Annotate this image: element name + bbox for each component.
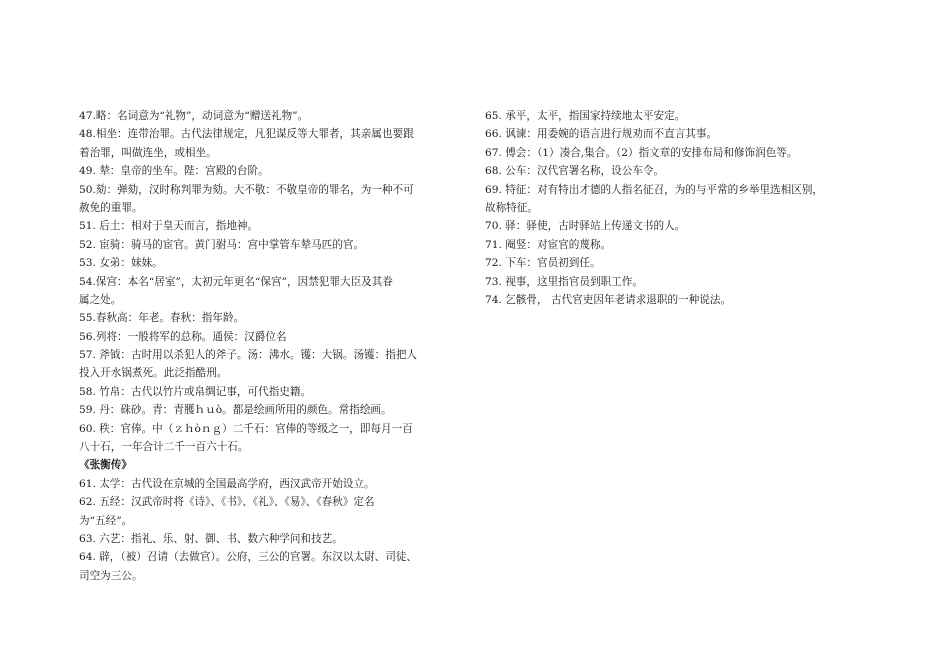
note-line-54-cont: 属之处。 xyxy=(79,293,122,306)
right-column xyxy=(485,107,883,309)
note-line-48-cont: 着治罪，叫做连坐，或相坐。 xyxy=(79,146,217,159)
left-column xyxy=(79,107,472,585)
note-line-61: 61. 太学：古代设在京城的全国最高学府，西汉武帝开始设立。 xyxy=(79,477,375,490)
note-line-54: 54.保宫：本名“居室”，太初元年更名“保宫”，因禁犯罪大臣及其眷 xyxy=(79,275,393,288)
note-line-58: 58. 竹帛：古代以竹片或帛绸记事，可代指史籍。 xyxy=(79,385,312,398)
note-line-68: 68. 公车：汉代官署名称，设公车令。 xyxy=(485,165,665,178)
note-line-50: 50.劾：弹劾，汉时称判罪为劾。大不敬：不敬皇帝的罪名，为一种不可 xyxy=(79,183,414,196)
note-line-49: 49. 辇：皇帝的坐车。陛：宫殿的台阶。 xyxy=(79,165,269,178)
note-line-52: 52. 宦骑：骑马的宦官。黄门驸马：宫中掌管车辇马匹的官。 xyxy=(79,238,365,251)
note-line-55: 55.春秋高：年老。春秋：指年龄。 xyxy=(79,312,245,325)
note-line-72: 72. 下车：官员初到任。 xyxy=(485,257,601,270)
note-line-64-cont: 司空为三公。 xyxy=(79,569,143,582)
note-line-56: 56.列将：一般将军的总称。通侯：汉爵位名 xyxy=(79,330,287,343)
note-line-57: 57. 斧钺：古时用以杀犯人的斧子。汤：沸水。镬：大锅。汤镬：指把人 xyxy=(79,349,418,362)
note-line-71: 71. 阉竖：对宦官的蔑称。 xyxy=(485,238,612,251)
note-line-48: 48.相坐：连带治罪。古代法律规定，凡犯谋反等大罪者，其亲属也要跟 xyxy=(79,128,414,141)
note-line-60-cont: 八十石，一年合计二千一百六十石。 xyxy=(79,441,249,454)
note-line-65: 65. 承平，太平，指国家持续地太平安定。 xyxy=(485,110,686,122)
note-line-74: 74. 乞骸骨， 古代官吏因年老请求退职的一种说法。 xyxy=(485,293,732,306)
note-line-47: 47.略：名词意为“礼物”，动词意为“赠送礼物”。 xyxy=(79,110,309,122)
note-line-59: 59. 丹：硃砂。青：青雘ｈｕò。都是绘画所用的颜色。常指绘画。 xyxy=(79,404,392,417)
note-line-69-cont: 故称特征。 xyxy=(485,201,538,214)
note-line-69: 69. 特征：对有特出才德的人指名征召，为的与平常的乡举里选相区别， xyxy=(485,183,824,196)
note-line-62-cont: 为“五经”。 xyxy=(79,514,133,527)
note-line-60: 60. 秩：官俸。中（ｚｈòｎｇ）二千石：官俸的等级之一，即每月一百 xyxy=(79,422,413,435)
note-line-70: 70. 驿：驿使，古时驿站上传递文书的人。 xyxy=(485,220,686,233)
note-line-50-cont: 赦免的重罪。 xyxy=(79,201,143,214)
note-line-66: 66. 讽谏：用委婉的语言进行规劝而不直言其事。 xyxy=(485,128,718,141)
note-line-51: 51. 后土：相对于皇天而言，指地神。 xyxy=(79,220,259,233)
note-line-57-cont: 投入开水锅煮死。此泛指酷刑。 xyxy=(79,367,228,380)
note-line-64: 64. 辟，（被）召请（去做官）。公府，三公的官署。东汉以太尉、司徒、 xyxy=(79,551,418,564)
note-line-63: 63. 六艺：指礼、乐、射、御、书、数六种学问和技艺。 xyxy=(79,532,343,545)
note-line-62: 62. 五经：汉武帝时将《诗》、《书》、《礼》、《易》、《春秋》定名 xyxy=(79,496,375,509)
note-line-73: 73. 视事，这里指官员到职工作。 xyxy=(485,275,643,288)
note-line-53: 53. 女弟：妹妹。 xyxy=(79,257,163,270)
note-line-67: 67. 傅会：（1）凑合,集合。（2）指文章的安排布局和修饰润色等。 xyxy=(485,146,798,159)
section-title-zhang-heng-zhuan: 《张衡传》 xyxy=(79,459,132,472)
